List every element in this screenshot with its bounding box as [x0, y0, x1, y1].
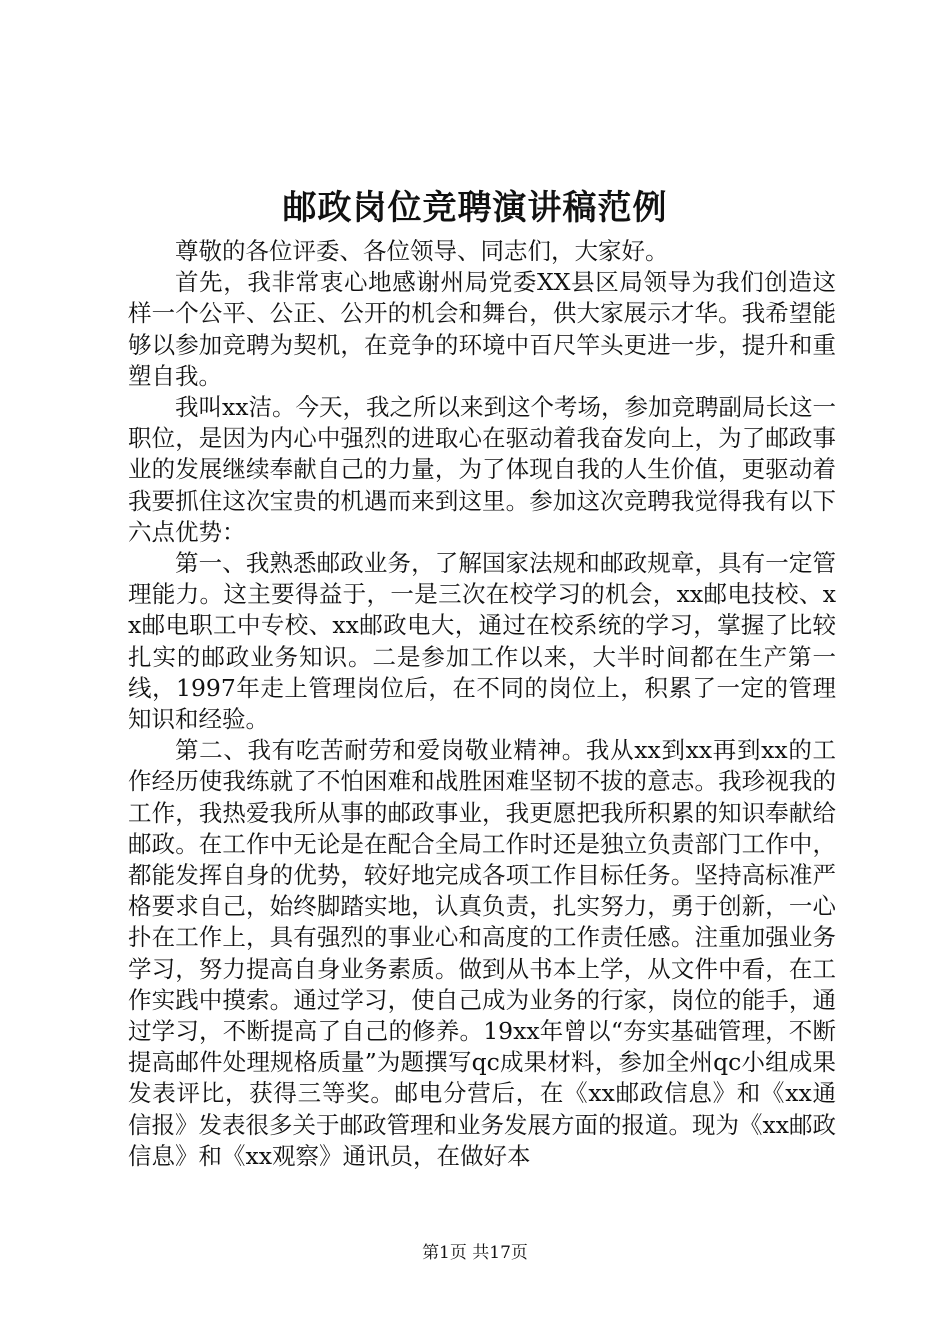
- paragraph-advantage-one: 第一、我熟悉邮政业务，了解国家法规和邮政规章，具有一定管理能力。这主要得益于，一是三次在校学习的机会，xx邮电技校、xx邮电职工中专校、xx邮政电大，通过在校系统的学习，掌握了比较扎实的邮政业务知识。二是参加工作以来，大半时间都在生产第一线，1997年走上管理岗位后，在不同的岗位上，积累了一定的管理知识和经验。: [128, 549, 836, 734]
- paragraph-greeting: 尊敬的各位评委、各位领导、同志们，大家好。: [175, 237, 669, 265]
- paragraph-introduction: 我叫xx洁。今天，我之所以来到这个考场，参加竞聘副局长这一职位，是因为内心中强烈的进取心在驱动着我奋发向上，为了邮政事业的发展继续奉献自己的力量，为了体现自我的人生价值，更驱动着我要抓住这次宝贵的机遇而来到这里。参加这次竞聘我觉得我有以下六点优势：: [128, 393, 837, 546]
- document-title: 邮政岗位竞聘演讲稿范例: [282, 188, 668, 228]
- document-body: [128, 236, 836, 1172]
- page-number-footer: 第1页 共17页: [422, 1243, 528, 1263]
- paragraph-advantage-two: 第二、我有吃苦耐劳和爱岗敬业精神。我从xx到xx再到xx的工作经历使我练就了不怕困难和战胜困难坚韧不拔的意志。我珍视我的工作，我热爱我所从事的邮政事业，我更愿把我所积累的知识奉献给邮政。在工作中无论是在配合全局工作时还是独立负责部门工作中，都能发挥自身的优势，较好地完成各项工作目标任务。坚持高标准严格要求自己，始终脚踏实地，认真负责，扎实努力，勇于创新，一心扑在工作上，具有强烈的事业心和高度的工作责任感。注重加强业务学习，努力提高自身业务素质。做到从书本上学，从文件中看，在工作实践中摸索。通过学习，使自己成为业务的行家，岗位的能手，通过学习，不断提高了自己的修养。19xx年曾以“夯实基础管理，不断提高邮件处理规格质量”为题撰写qc成果材料，参加全州qc小组成果发表评比，获得三等奖。邮电分营后，在《xx邮政信息》和《xx通信报》发表很多关于邮政管理和业务发展方面的报道。现为《xx邮政信息》和《xx观察》通讯员，在做好本: [128, 736, 837, 1170]
- paragraph-thanks: 首先，我非常衷心地感谢州局党委XX县区局领导为我们创造这样一个公平、公正、公开的机会和舞台，供大家展示才华。我希望能够以参加竞聘为契机，在竞争的环境中百尺竿头更进一步，提升和重塑自我。: [128, 268, 836, 390]
